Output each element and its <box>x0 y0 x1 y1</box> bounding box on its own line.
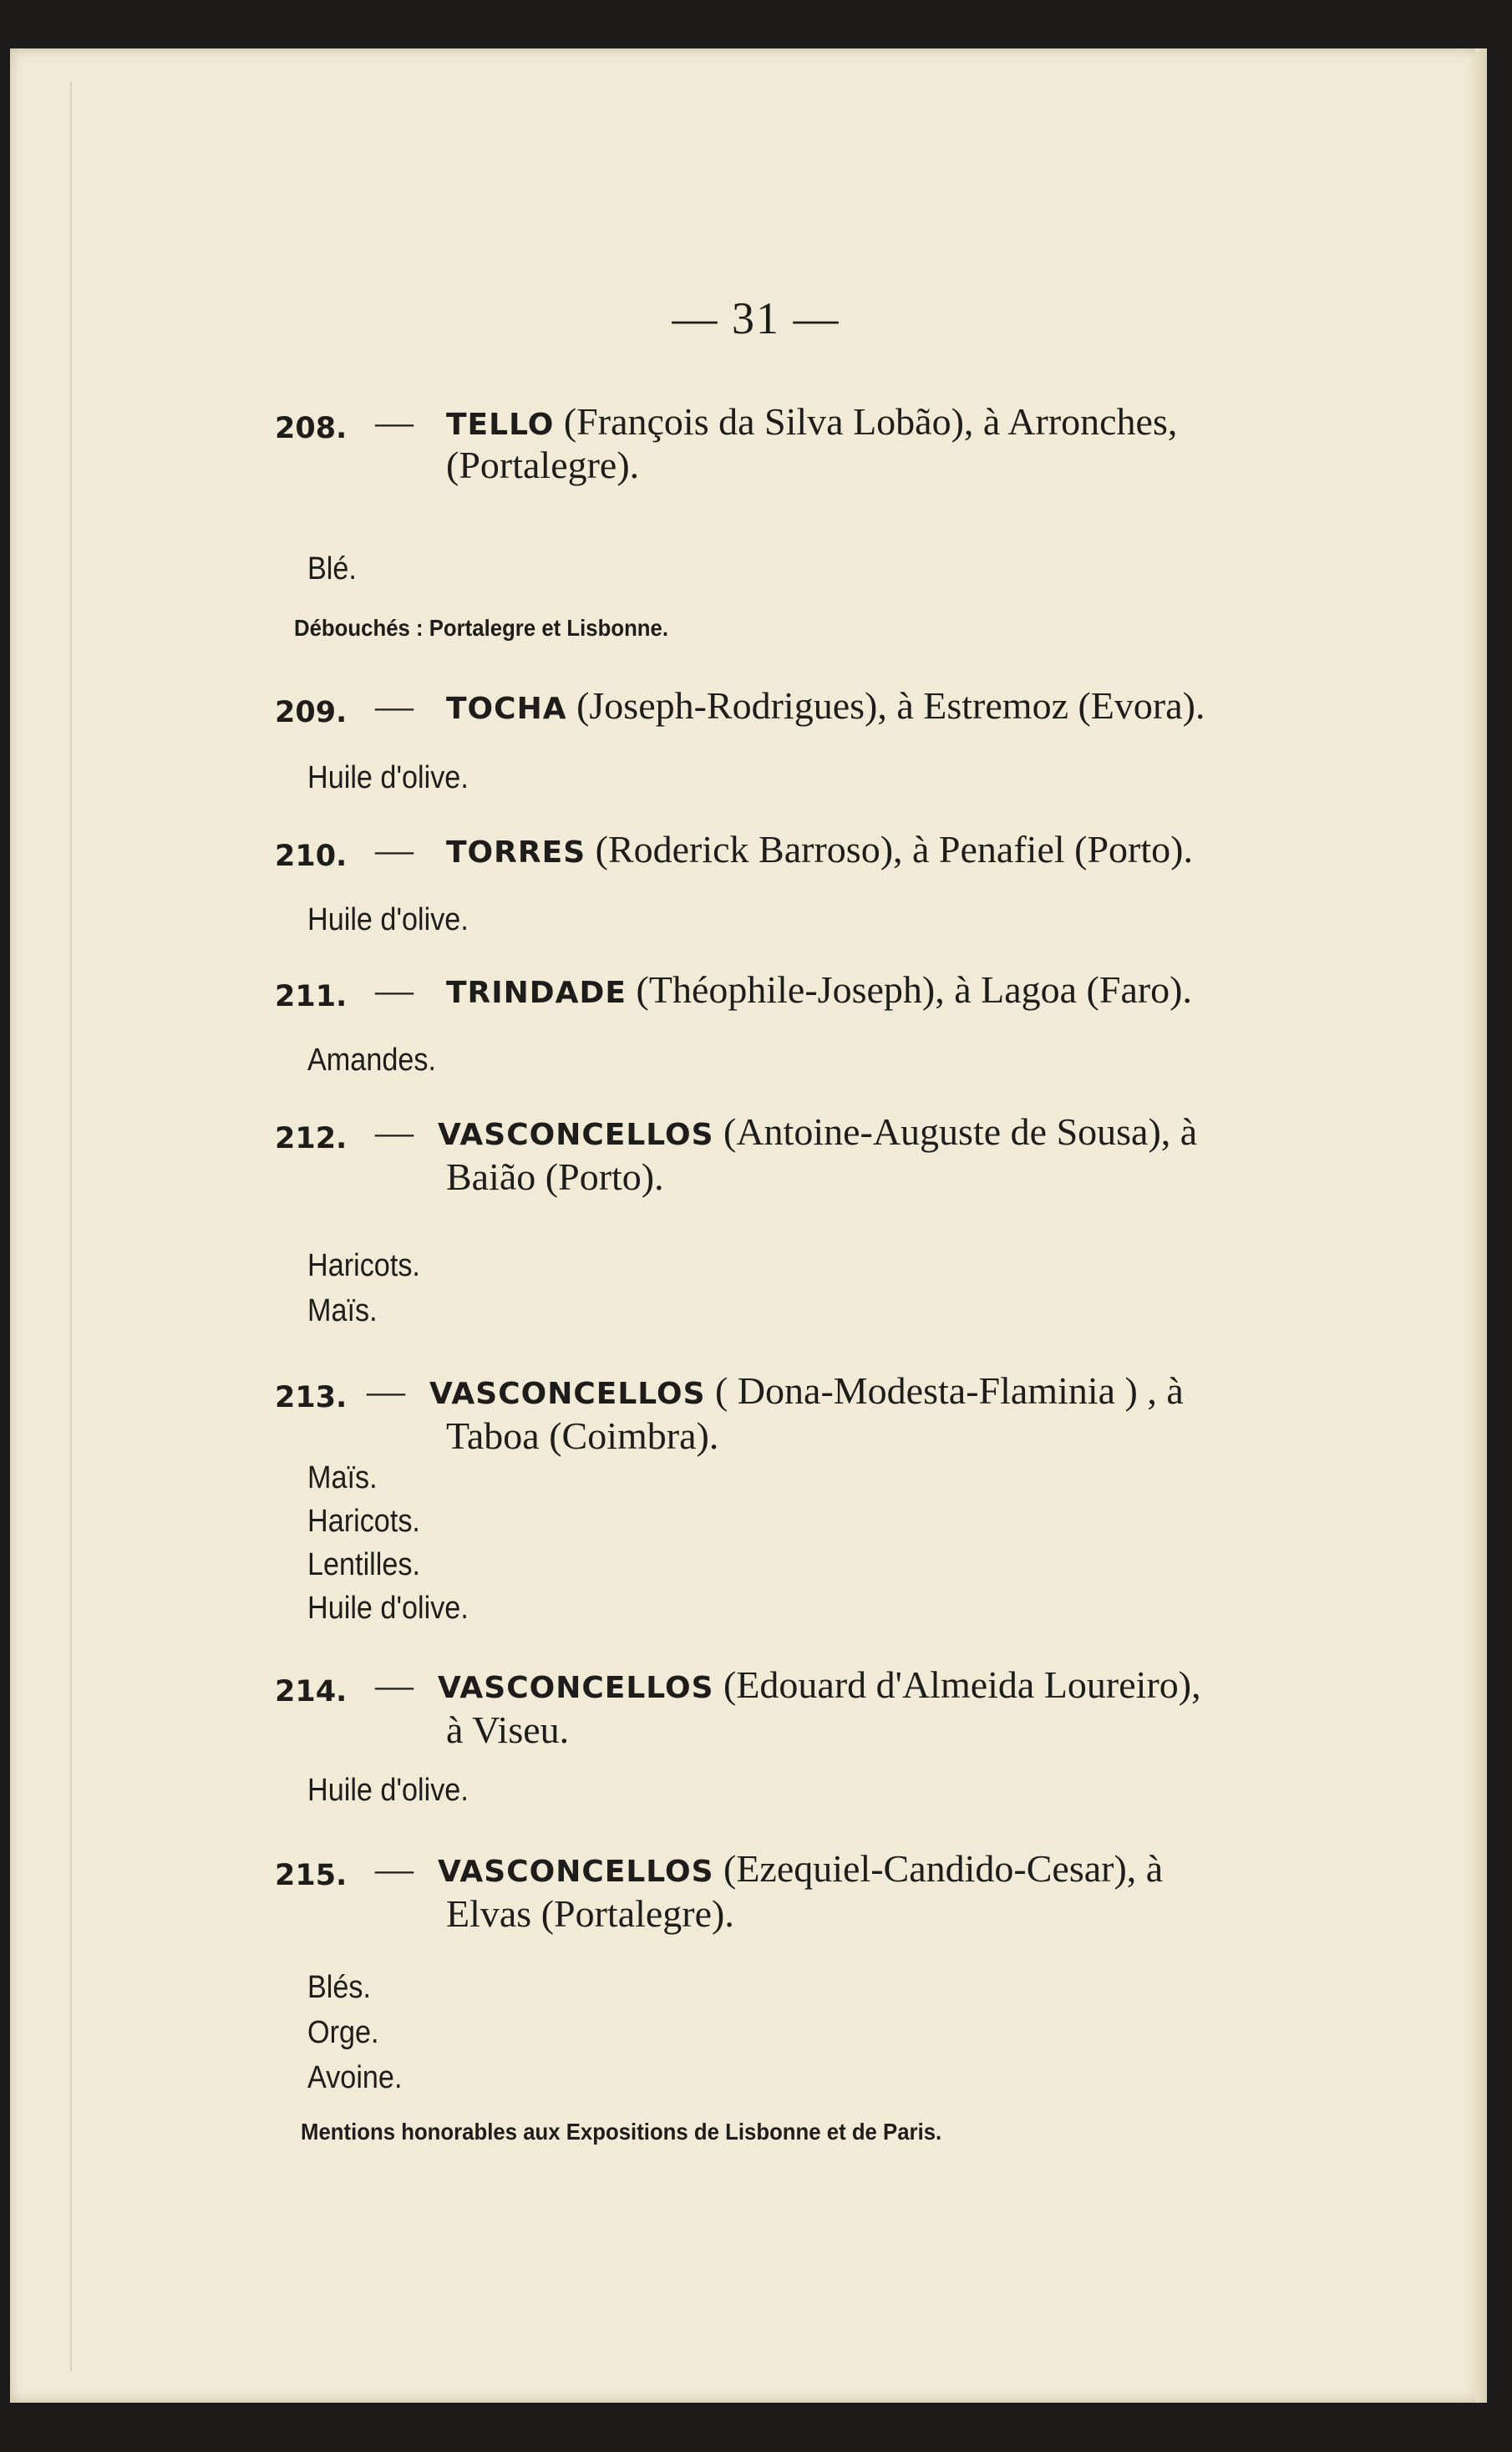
entry-name: VASCONCELLOS <box>429 1377 706 1411</box>
entry-number: 212. <box>275 1122 348 1155</box>
entry-number: 210. <box>275 840 348 873</box>
entry-name: VASCONCELLOS <box>438 1118 714 1152</box>
entry-dash: — <box>375 1663 414 1706</box>
entry-dash: — <box>375 684 414 727</box>
entry-212 <box>275 1109 1361 1210</box>
entry-details: (Théophile-Joseph), à Lagoa (Faro). <box>636 968 1193 1011</box>
product: Blés. <box>307 1970 372 2005</box>
entry-note: Mentions honorables aux Expositions de Lisbonne et de Paris. <box>301 2119 942 2145</box>
product: Haricots. <box>307 1504 420 1539</box>
product: Lentilles. <box>307 1547 420 1582</box>
product: Haricots. <box>307 1248 420 1283</box>
page-edge <box>1475 48 1487 2403</box>
product: Avoine. <box>307 2060 403 2095</box>
entry-name: VASCONCELLOS <box>438 1855 714 1889</box>
product: Maïs. <box>307 1293 378 1328</box>
entry-name: TRINDADE <box>446 976 627 1010</box>
entry-details: (Roderick Barroso), à Penafiel (Porto). <box>595 828 1193 871</box>
entry-details: (François da Silva Lobão), à Arronches, <box>563 400 1178 443</box>
entry-number: 209. <box>275 696 348 729</box>
product: Orge. <box>307 2015 379 2050</box>
entry-dash: — <box>375 968 414 1011</box>
entry-number: 211. <box>275 980 348 1013</box>
entry-details: ( Dona-Modesta-Flaminia ) , à <box>715 1369 1184 1412</box>
entry-details: (Edouard d'Almeida Loureiro), <box>723 1663 1201 1706</box>
entry-214 <box>275 1663 1361 1763</box>
entry-215 <box>275 1846 1361 1947</box>
entry-213 <box>275 1368 1361 1469</box>
product: Huile d'olive. <box>307 1591 469 1626</box>
entry-details: (Joseph-Rodrigues), à Estremoz (Evora). <box>576 684 1205 727</box>
entry-note: Débouchés : Portalegre et Lisbonne. <box>294 615 669 641</box>
gutter-line <box>70 82 72 2371</box>
entry-continuation: Taboa (Coimbra). <box>446 1414 719 1457</box>
entry-dash: — <box>375 400 414 443</box>
product: Huile d'olive. <box>307 902 469 937</box>
entry-211 <box>275 967 1361 1018</box>
entry-continuation: Elvas (Portalegre). <box>446 1892 734 1935</box>
entry-number: 208. <box>275 412 348 445</box>
product: Huile d'olive. <box>307 1773 469 1808</box>
product: Huile d'olive. <box>307 760 469 795</box>
entry-number: 214. <box>275 1675 348 1708</box>
product: Blé. <box>307 551 357 586</box>
entry-dash: — <box>375 828 414 871</box>
entry-details: (Antoine-Auguste de Sousa), à <box>723 1110 1198 1153</box>
entry-name: TELLO <box>446 408 555 442</box>
entry-name: TOCHA <box>446 692 567 726</box>
entry-dash: — <box>375 1847 414 1890</box>
product: Maïs. <box>307 1460 378 1495</box>
entry-name: TORRES <box>446 835 586 870</box>
book-page <box>10 48 1487 2403</box>
entry-dash: — <box>367 1369 405 1412</box>
entry-dash: — <box>375 1110 414 1153</box>
entry-209 <box>275 683 1361 734</box>
entry-details: (Ezequiel-Candido-Cesar), à <box>723 1847 1164 1890</box>
entry-208 <box>275 399 1361 500</box>
page-number: — 31 — <box>672 293 840 343</box>
product: Amandes. <box>307 1043 436 1078</box>
entry-name: VASCONCELLOS <box>438 1671 714 1705</box>
entry-number: 215. <box>275 1859 348 1892</box>
entry-number: 213. <box>275 1381 348 1414</box>
entry-continuation: à Viseu. <box>446 1708 570 1751</box>
entry-continuation: Baião (Porto). <box>446 1155 664 1198</box>
entry-210 <box>275 827 1361 877</box>
entry-continuation: (Portalegre). <box>446 444 640 486</box>
